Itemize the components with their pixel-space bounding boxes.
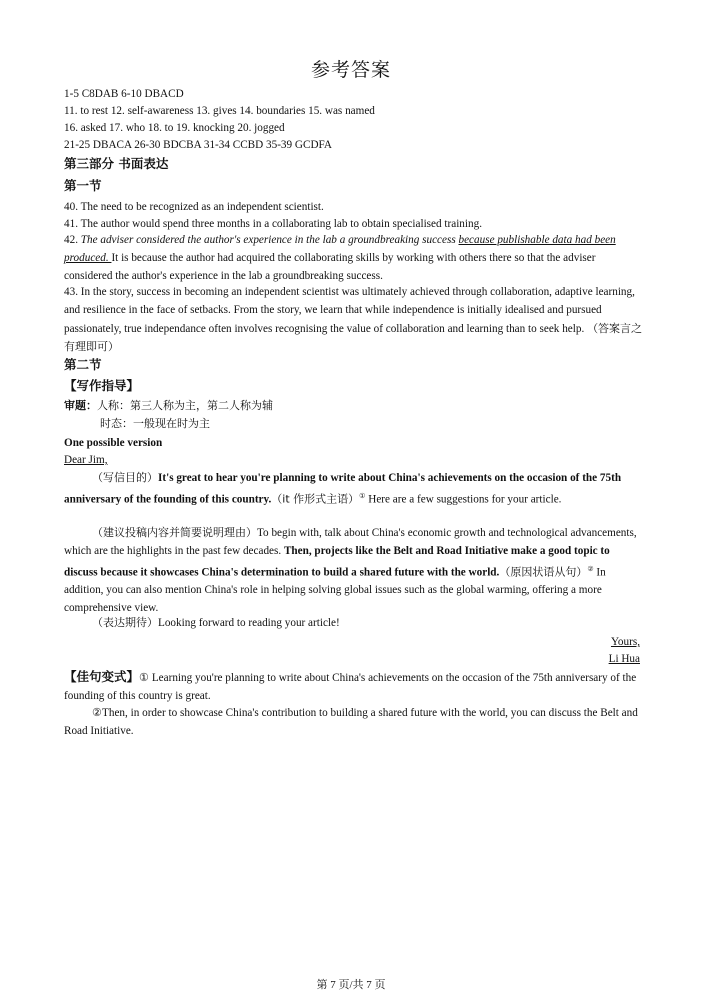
answer-41: 41. The author would spend three months in a collaborating lab to obtain specialised training.: [64, 218, 482, 230]
p1-note: （it 作形式主语）: [271, 492, 360, 506]
p3-text: Looking forward to reading your article!: [158, 617, 340, 629]
letter-closing: Yours,: [610, 636, 640, 648]
answer-43: [64, 284, 644, 357]
letter-paragraph-3: [64, 614, 644, 633]
answers-line-3: 16. asked 17. who 18. to 19. knocking 20. jogged: [64, 122, 285, 134]
p2-rest: In addition, you can also mention China's role in helping solving global issues such as the global warming, offering a more comprehensive view.: [64, 566, 606, 614]
shenti-label: 审题：: [64, 399, 97, 412]
page-footer: 第 7 页/共 7 页: [316, 979, 386, 991]
letter-signature: Li Hua: [608, 653, 640, 665]
answers-line-4: 21-25 DBACA 26-30 BDCBA 31-34 CCBD 35-39 GCDFA: [64, 139, 333, 151]
answer-42-rest: It is because the author had acquired the collaborating skills by working with others there so that the adviser considered the author's experience in the lab a groundbreaking success.: [64, 251, 596, 282]
p3-tag: （表达期待）: [92, 616, 158, 629]
part3-heading: 第三部分 书面表达: [64, 156, 169, 171]
section1-heading: 第一节: [64, 178, 102, 193]
section2-heading: 第二节: [64, 357, 102, 372]
letter-paragraph-2: [64, 524, 644, 618]
p1-rest: Here are a few suggestions for your article.: [365, 493, 562, 506]
p2-note: （原因状语从句）: [499, 565, 588, 579]
answer-42-italic: The adviser considered the author's experience in the lab a groundbreaking success: [80, 234, 459, 246]
version-label: One possible version: [64, 437, 163, 449]
variant-2-text: ②Then, in order to showcase China's contribution to building a shared future with the world, you can discuss the Belt and Road Initiative.: [64, 707, 638, 737]
letter-paragraph-1: [64, 469, 644, 509]
variant-1-text: ① Learning you're planning to write about China's achievements on the occasion of the 75th anniversary of the founding of this country is great.: [64, 672, 637, 702]
answer-42-num: 42.: [64, 234, 81, 246]
variant-1: [64, 668, 644, 706]
p1-bold: It's great to hear you're planning to write about China's achievements on the occasion of the 75th anniversary of the founding of this country.: [64, 472, 622, 506]
shenti-person: [64, 398, 273, 414]
answer-40: 40. The need to be recognized as an independent scientist.: [64, 201, 324, 213]
answers-line-2: 11. to rest 12. self-awareness 13. gives 14. boundaries 15. was named: [64, 105, 375, 117]
answer-42: [64, 232, 644, 285]
answers-line-1: 1-5 C8DAB 6-10 DBACD: [64, 88, 184, 100]
answer-43-note: （答案言之有理即可）: [64, 321, 643, 354]
p2-text1: To begin with, talk about China's economic growth and technological advancements, which are the highlights in the past few decades.: [64, 527, 637, 557]
variants-label: 【佳句变式】: [64, 669, 140, 684]
shenti-tense: 时态：一般现在时为主: [100, 417, 210, 430]
variant-2: [64, 705, 644, 741]
writing-guide-heading: 【写作指导】: [64, 378, 140, 393]
p1-sup: ①: [359, 491, 366, 500]
shenti-person-text: 人称：第三人称为主，第二人称为辅: [97, 399, 273, 412]
p1-tag: （写信目的）: [92, 471, 158, 484]
page-title: 参考答案: [310, 59, 391, 81]
p2-sup: ②: [587, 564, 594, 573]
p2-tag: （建议投稿内容并简要说明理由）: [92, 526, 257, 539]
answer-42-underlined: because publishable data had been produced.: [64, 234, 616, 264]
letter-greeting: Dear Jim,: [64, 454, 108, 466]
p2-bold: Then, projects like the Belt and Road Initiative make a good topic to discuss because it showcases China's determination to build a shared future with the world.: [64, 544, 610, 579]
answer-43-text: 43. In the story, success in becoming an independent scientist was ultimately achieved through collaboration, adaptive learning, and resilience in the face of setbacks. From the story, we learn that while independence is initially idealised and pursued passionately, true independance often involves recognising the value of collaboration and learning than to seek help.: [64, 286, 635, 335]
